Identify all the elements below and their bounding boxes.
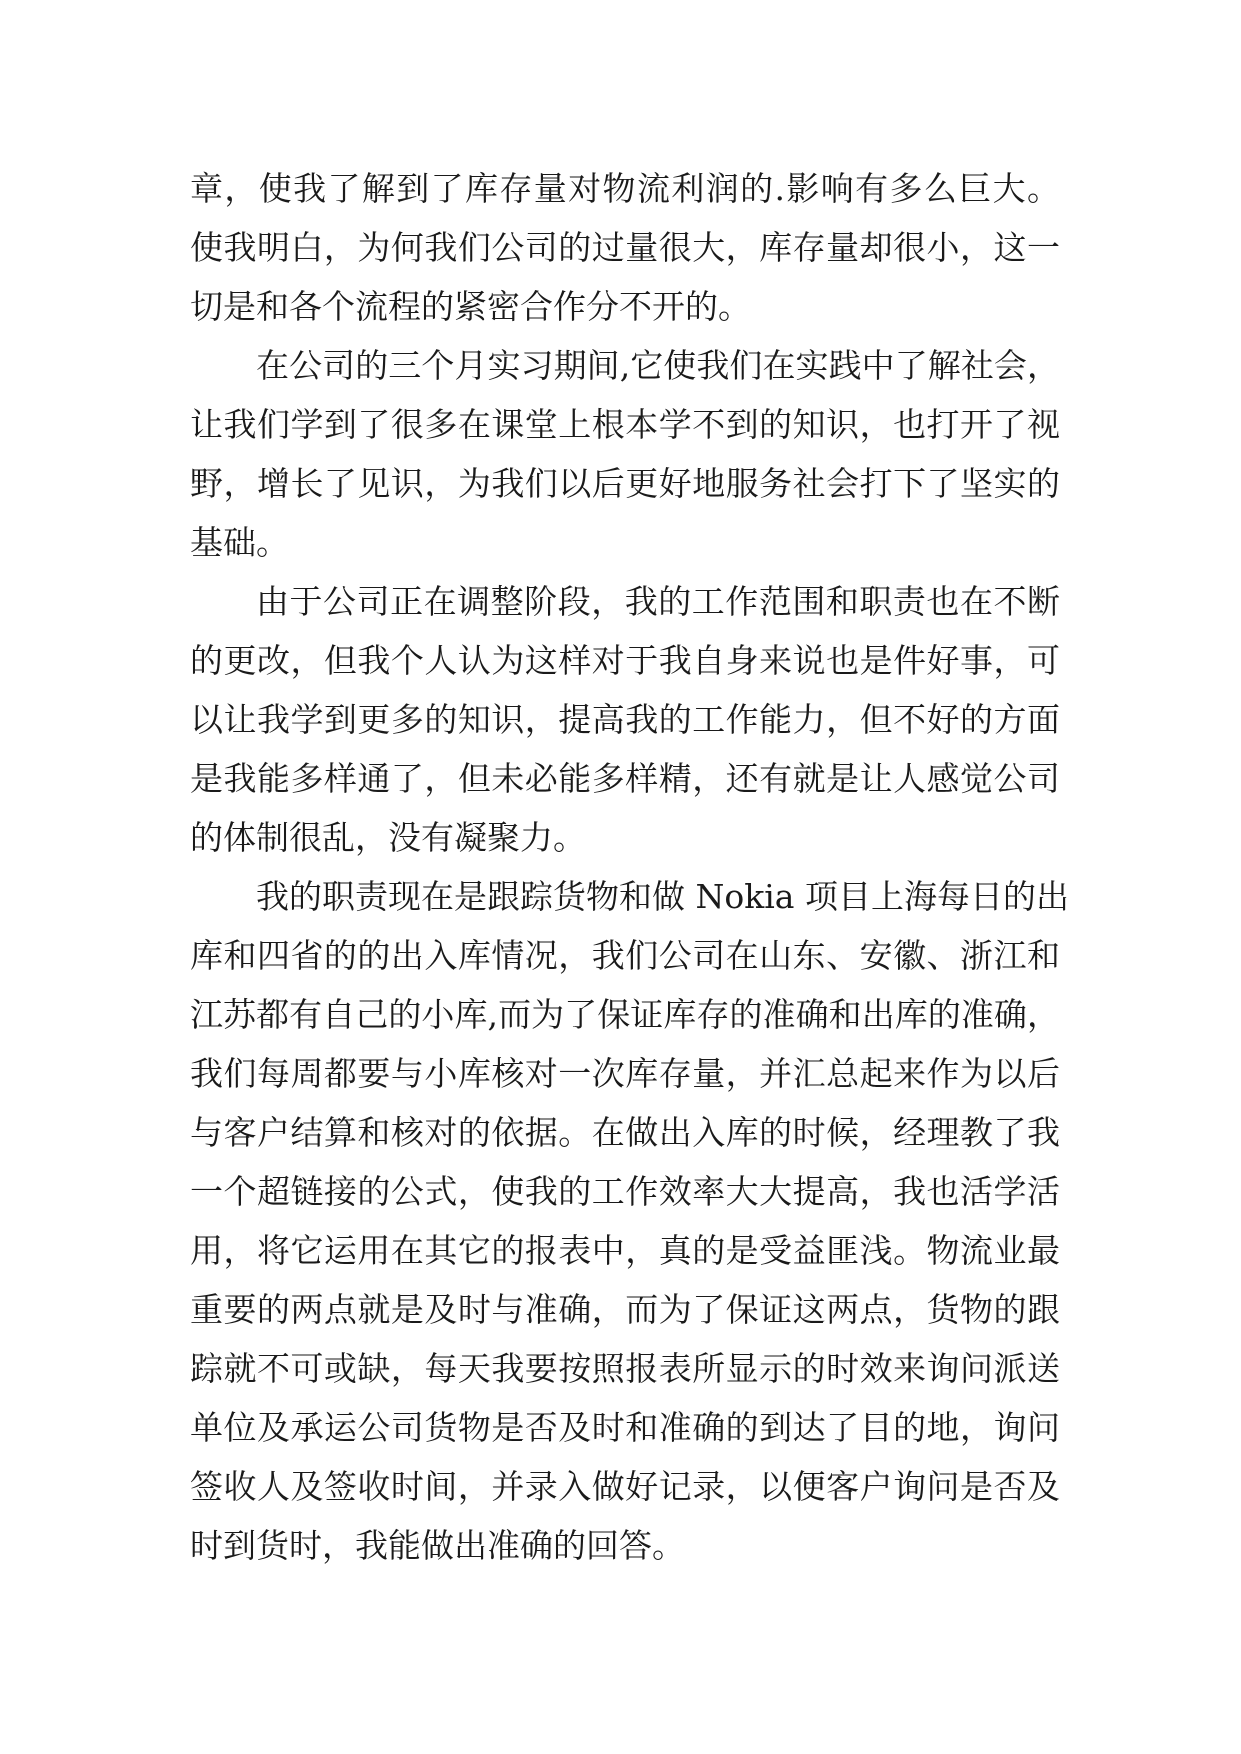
text-line: 以让我学到更多的知识，提高我的工作能力，但不好的方面 bbox=[190, 700, 1060, 739]
paragraph-4 bbox=[190, 867, 1069, 1575]
paragraph-1 bbox=[190, 159, 1060, 336]
text-line: 切是和各个流程的紧密合作分不开的。 bbox=[190, 287, 751, 326]
text-line: 是我能多样通了，但未必能多样精，还有就是让人感觉公司 bbox=[190, 759, 1060, 798]
text-line: 的体制很乱，没有凝聚力。 bbox=[190, 818, 586, 857]
text-line: 单位及承运公司货物是否及时和准确的到达了目的地，询问 bbox=[190, 1408, 1060, 1447]
text-line: 野，增长了见识，为我们以后更好地服务社会打下了坚实的 bbox=[190, 464, 1060, 503]
text-line: 与客户结算和核对的依据。在做出入库的时候，经理教了我 bbox=[190, 1113, 1060, 1152]
paragraph-2 bbox=[190, 336, 1060, 572]
text-line: 在公司的三个月实习期间,它使我们在实践中了解社会， bbox=[256, 346, 1060, 385]
text-line: 使我明白，为何我们公司的过量很大，库存量却很小，这一 bbox=[190, 228, 1060, 267]
text-line: 签收人及签收时间，并录入做好记录，以便客户询问是否及 bbox=[190, 1467, 1060, 1506]
text-line: 重要的两点就是及时与准确，而为了保证这两点，货物的跟 bbox=[190, 1290, 1060, 1329]
text-line: 我们每周都要与小库核对一次库存量，并汇总起来作为以后 bbox=[190, 1054, 1060, 1093]
text-line: 江苏都有自己的小库,而为了保证库存的准确和出库的准确， bbox=[190, 995, 1060, 1034]
text-line: 我的职责现在是跟踪货物和做 Nokia 项目上海每日的出 bbox=[256, 877, 1069, 916]
text-line: 踪就不可或缺，每天我要按照报表所显示的时效来询问派送 bbox=[190, 1349, 1060, 1388]
text-line: 时到货时，我能做出准确的回答。 bbox=[190, 1526, 685, 1565]
text-line: 由于公司正在调整阶段，我的工作范围和职责也在不断 bbox=[256, 582, 1060, 621]
text-line: 用，将它运用在其它的报表中，真的是受益匪浅。物流业最 bbox=[190, 1231, 1060, 1270]
text-line: 库和四省的的出入库情况，我们公司在山东、安徽、浙江和 bbox=[190, 936, 1060, 975]
text-line: 章，使我了解到了库存量对物流利润的.影响有多么巨大。 bbox=[190, 169, 1060, 208]
text-line: 让我们学到了很多在课堂上根本学不到的知识，也打开了视 bbox=[190, 405, 1060, 444]
paragraph-3 bbox=[190, 572, 1060, 867]
text-line: 一个超链接的公式，使我的工作效率大大提高，我也活学活 bbox=[190, 1172, 1060, 1211]
text-line: 基础。 bbox=[190, 523, 289, 562]
body-text bbox=[190, 159, 1069, 1575]
text-line: 的更改，但我个人认为这样对于我自身来说也是件好事，可 bbox=[190, 641, 1060, 680]
